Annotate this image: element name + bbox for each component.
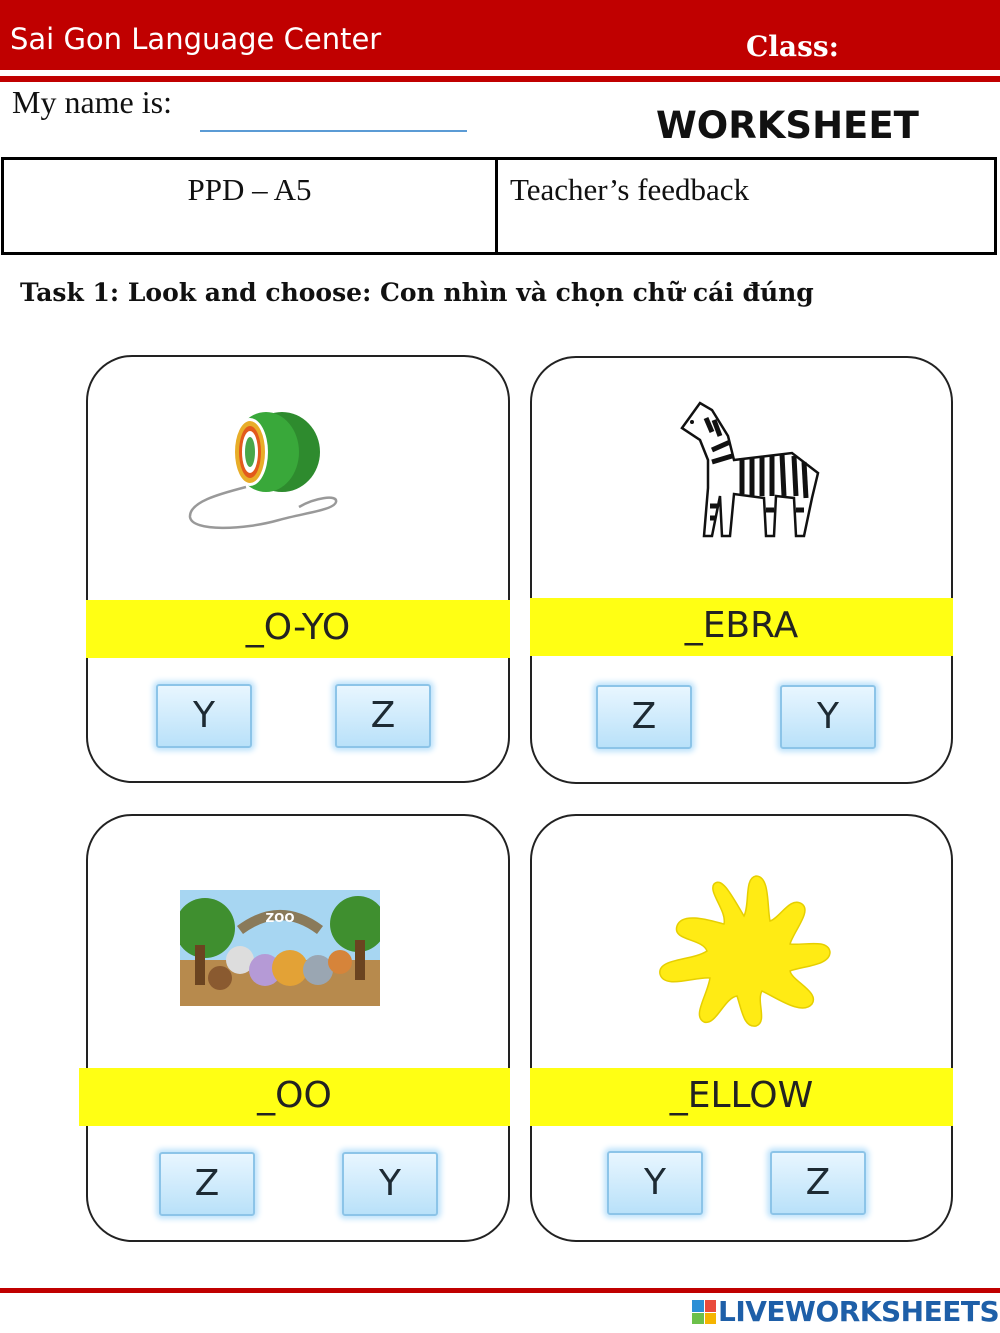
liveworksheets-logo-icon [692,1300,716,1324]
info-table [1,157,997,255]
school-name: Sai Gon Language Center [10,22,382,56]
course-code: PPD – A5 [4,160,498,252]
word-band: _O-YO [86,600,510,658]
option-button[interactable]: Y [156,684,252,748]
name-label: My name is: [12,84,172,120]
option-button[interactable]: Z [159,1152,255,1216]
card-zoo [86,814,510,1242]
footer-brand: LIVEWORKSHEETS [718,1295,1000,1328]
option-button[interactable]: Y [342,1152,438,1216]
header-divider [0,76,1000,82]
zoo-illustration-icon [180,890,380,1006]
worksheet-title: WORKSHEET [656,104,919,147]
footer-divider [0,1288,1000,1293]
name-input-line[interactable] [200,130,467,132]
option-button[interactable]: Y [780,685,876,749]
option-button[interactable]: Z [335,684,431,748]
option-button[interactable]: Z [596,685,692,749]
svg-text:ZOO: ZOO [265,911,295,925]
task-instruction: Task 1: Look and choose: Con nhìn và chọn chữ cái đúng [20,278,814,307]
word-band: _OO [79,1068,510,1126]
option-button[interactable]: Y [607,1151,703,1215]
zebra-icon [672,398,822,540]
word-band: _ELLOW [530,1068,953,1126]
word-band: _EBRA [530,598,953,656]
yellow-splash-icon [652,866,837,1031]
option-button[interactable]: Z [770,1151,866,1215]
yoyo-icon [184,402,344,537]
class-label: Class: [746,30,839,63]
teacher-feedback-label: Teacher’s feedback [510,172,750,207]
